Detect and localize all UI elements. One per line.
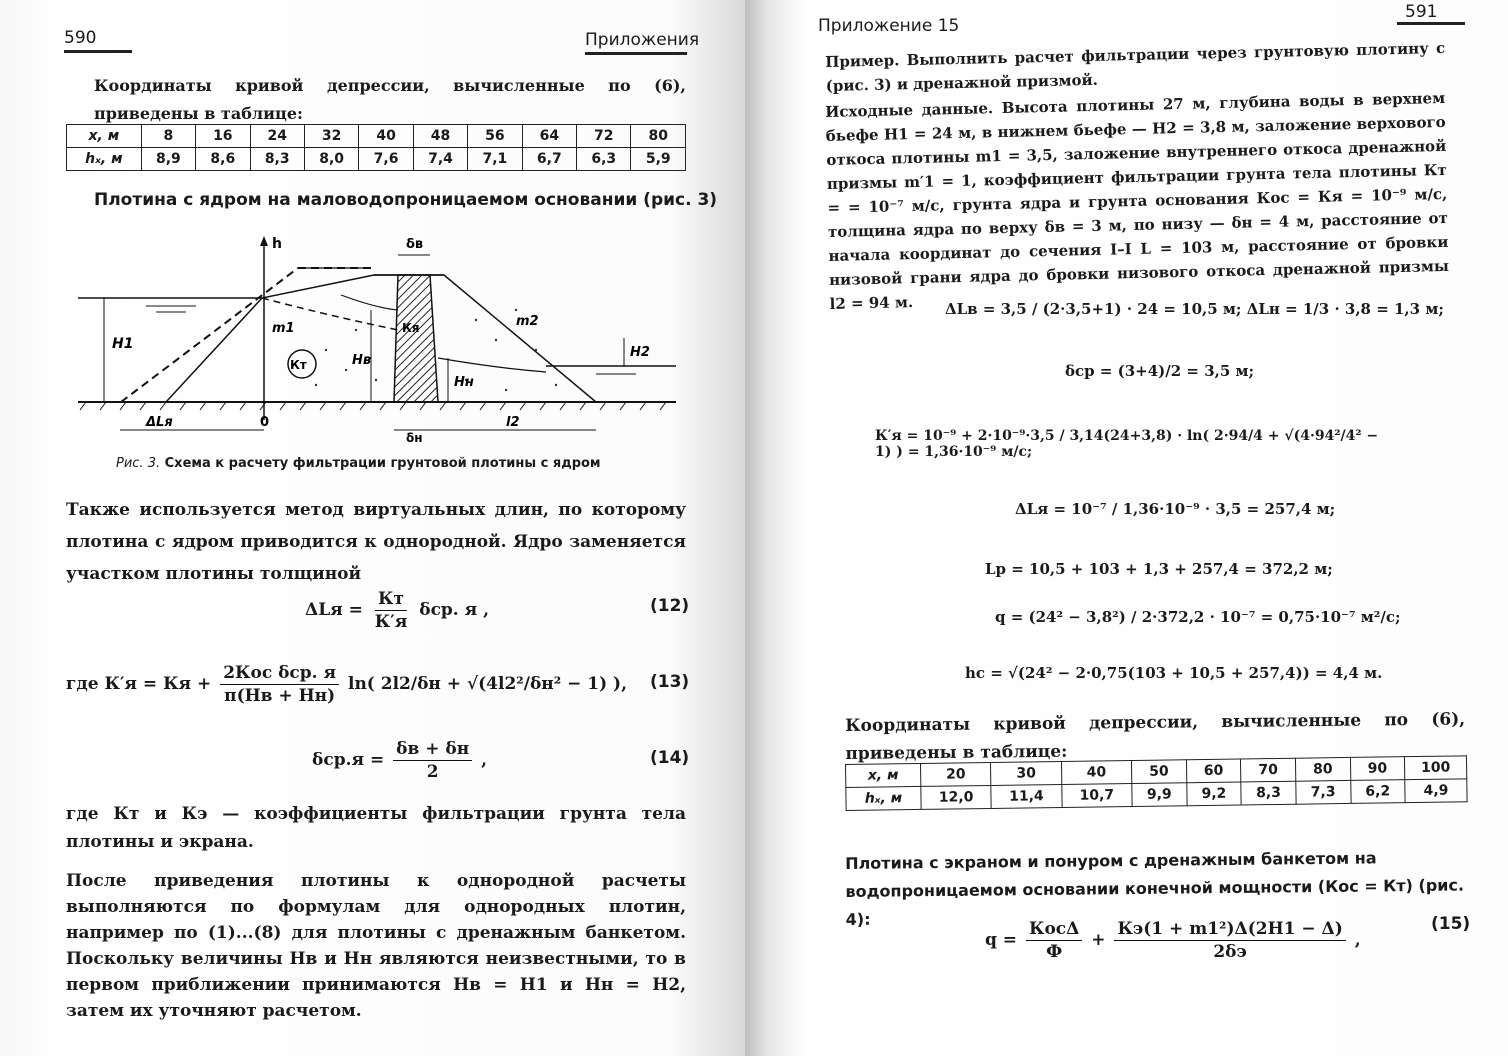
figure-caption-prefix: Рис. 3. xyxy=(116,456,161,471)
downstream-curve xyxy=(438,358,546,372)
label-H1: H1 xyxy=(112,336,134,352)
table-cell: 8 xyxy=(141,125,195,148)
table-cell: 24 xyxy=(250,125,304,148)
paragraph-after-reduction: После приведения плотины к однородной расчеты выполняются по формулам для однородных плотин, например по (1)...(8) для плотины с дренажным банкетом. Поскольку величины Hв и Hн являются неизвестными, то в первом приближении принимаются Hв = H1 и Hн = H2, затем их уточняют расчетом. xyxy=(66,871,686,1021)
table-cell: 70 xyxy=(1241,758,1296,782)
page-number: 591 xyxy=(1405,2,1438,22)
eq13-num: 2Кос δср. я xyxy=(220,662,339,685)
eq15-term1-den: Ф xyxy=(1046,942,1063,962)
table-cell: 20 xyxy=(920,762,991,786)
table-cell: 100 xyxy=(1405,756,1467,780)
table-cell: 64 xyxy=(522,125,576,148)
equation-15 xyxy=(985,918,1361,963)
table-cell: 5,9 xyxy=(631,148,686,171)
label-Kt: Кт xyxy=(290,358,307,372)
calc-Lr: Lр = 10,5 + 103 + 1,3 + 257,4 = 372,2 м; xyxy=(985,560,1333,578)
label-delta-n: δн xyxy=(406,431,423,445)
eq12-num: Кт xyxy=(375,588,407,611)
eq13-fraction xyxy=(220,662,339,707)
calc-K-ya: К′я = 10⁻⁹ + 2·10⁻⁹·3,5 / 3,14(24+3,8) · ln( 2·94/4 + √(4·94²/4² − 1) ) = 1,36·10⁻⁹ м/с; xyxy=(875,428,1379,460)
table-cell: 8,6 xyxy=(196,148,250,171)
table-cell: 10,7 xyxy=(1061,783,1132,807)
label-l2: l2 xyxy=(506,415,520,430)
page-number: 590 xyxy=(64,28,97,48)
running-head: Приложения xyxy=(585,30,700,50)
label-Hv: Hв xyxy=(352,353,372,368)
table-cell: 8,0 xyxy=(304,148,358,171)
section-title: Плотина с ядром на маловодопроницаемом основании (рис. 3) xyxy=(94,190,718,210)
table-cell: 7,6 xyxy=(359,148,413,171)
table-cell: 7,3 xyxy=(1296,780,1351,804)
table-row-h xyxy=(67,148,686,171)
table-cell: 4,9 xyxy=(1405,779,1467,803)
table-cell: 32 xyxy=(304,125,358,148)
table-row-x xyxy=(67,125,686,148)
left-page xyxy=(0,0,745,1056)
eq12-number: (12) xyxy=(650,596,690,616)
eq14-fraction xyxy=(393,738,472,783)
eq12-tail: δср. я , xyxy=(419,600,490,620)
table-cell: 6,3 xyxy=(577,148,631,171)
eq14-num: δв + δн xyxy=(393,738,472,761)
eq13-number: (13) xyxy=(650,672,690,692)
table-cell: 12,0 xyxy=(921,785,992,809)
page-number-rule xyxy=(1397,22,1465,25)
table-cell: 60 xyxy=(1186,759,1241,783)
calc-q: q = (24² − 3,8²) / 2·372,2 · 10⁻⁷ = 0,75·10⁻⁷ м²/с; xyxy=(995,608,1401,626)
label-dLya: ΔLя xyxy=(146,415,173,430)
label-h: h xyxy=(272,236,282,252)
table-cell: 7,4 xyxy=(413,148,467,171)
depression-table-2 xyxy=(845,755,1468,811)
figure-caption-text: Схема к расчету фильтрации грунтовой плотины с ядром xyxy=(164,456,601,471)
table-cell: 6,2 xyxy=(1350,780,1405,804)
core-hatched xyxy=(394,275,438,402)
table-cell: 8,3 xyxy=(1241,781,1296,805)
dam-body xyxy=(166,275,596,402)
example-paragraph: Пример. Выполнить расчет фильтрации через грунтовую плотину с (рис. 3) и дренажной призмой. xyxy=(825,38,1446,95)
eq15-term2 xyxy=(1114,918,1345,963)
table-cell: 80 xyxy=(631,125,686,148)
eq13-den: π(Hв + Hн) xyxy=(224,686,336,706)
label-m2: m2 xyxy=(516,314,539,329)
running-head-rule xyxy=(585,52,687,55)
table-intro-2: Координаты кривой депрессии, вычисленные по (6), приведены в таблице: xyxy=(845,709,1466,764)
table-cell: 16 xyxy=(196,125,250,148)
section-title-2: Плотина с экраном и понуром с дренажным банкетом на водопроницаемом основании конечной мощности (Кос = Кт) (рис. 4): xyxy=(845,848,1465,929)
dam-core-diagram xyxy=(76,230,686,445)
eq15-term1 xyxy=(1026,918,1082,963)
eq13-prefix: где К′я = Кя + xyxy=(66,674,212,694)
eq14-den: 2 xyxy=(426,762,439,782)
eq12-fraction xyxy=(372,588,411,633)
eq15-tail: , xyxy=(1354,930,1361,950)
eq14-number: (14) xyxy=(650,748,690,768)
table-intro: Координаты кривой депрессии, вычисленные по (6), приведены в таблице: xyxy=(94,76,686,123)
table-cell: 7,1 xyxy=(468,148,522,171)
table-cell: 9,9 xyxy=(1132,783,1187,807)
h-axis-arrow xyxy=(260,236,268,246)
table-cell: 72 xyxy=(577,125,631,148)
eq15-number: (15) xyxy=(1431,914,1471,934)
table-cell: 30 xyxy=(991,761,1062,785)
label-H2: H2 xyxy=(630,345,650,360)
table-cell: 56 xyxy=(468,125,522,148)
eq15-plus: + xyxy=(1091,930,1106,950)
table-header-x: x, м xyxy=(846,763,921,787)
eq13-tail: ln( 2l2/δн + √(4l2²/δн² − 1) ), xyxy=(347,674,627,694)
equation-12 xyxy=(305,588,489,633)
table-cell: 40 xyxy=(1061,760,1132,784)
depression-curve xyxy=(341,295,398,310)
depression-table-1 xyxy=(66,124,686,171)
calc-dLya: ΔLя = 10⁻⁷ / 1,36·10⁻⁹ · 3,5 = 257,4 м; xyxy=(1015,500,1336,518)
eq12-lhs: ΔLя = xyxy=(305,600,363,620)
ground-hatching xyxy=(80,402,666,410)
paragraph-coefficients: где Кт и Кэ — коэффициенты фильтрации грунта тела плотины и экрана. xyxy=(66,804,686,852)
label-m1: m1 xyxy=(272,321,295,336)
label-delta-v: δв xyxy=(406,237,424,252)
given-data-paragraph: Исходные данные. Высота плотины 27 м, глубина воды в верхнем бьефе H1 = 24 м, в нижнем бьефе — H2 = 3,8 м, заложение верхового откоса плотины m1 = 3,5, заложение внутреннего откоса дренажной призмы m′1 = 1, коэффициент фильтрации грунта тела плотины Кт = = 10⁻⁷ м/с, грунта ядра и грунта основания Кос = Кя = 10⁻⁹ м/с, толщина ядра по верху δв = 3 м, по низу — δн = 4 м, расстояние от начала координат до сечения I–I L = 103 м, расстояние от бровки низовой грани ядра до бровки низового откоса дренажной призмы l2 = 94 м. xyxy=(825,88,1450,313)
page-number-rule xyxy=(64,50,132,53)
eq15-term2-den: 2δэ xyxy=(1213,942,1247,962)
table-cell: 9,2 xyxy=(1186,782,1241,806)
calc-hc: hс = √(24² − 2·0,75(103 + 10,5 + 257,4)) = 4,4 м. xyxy=(965,664,1383,682)
eq15-lhs: q = xyxy=(985,930,1018,950)
eq14-tail: , xyxy=(481,750,487,770)
eq14-lhs: δср.я = xyxy=(312,750,385,770)
calc-dLv: ΔLв = 3,5 / (2·3,5+1) · 24 = 10,5 м; ΔLн = 1/3 · 3,8 = 1,3 м; xyxy=(945,300,1444,318)
table-cell: 50 xyxy=(1132,760,1187,784)
table-header-h: hₓ, м xyxy=(846,786,921,810)
paragraph-virtual-lengths: Также используется метод виртуальных длин, по которому плотина с ядром приводится к однородной. Ядро заменяется участком плотины толщиной xyxy=(66,500,686,584)
table-cell: 80 xyxy=(1295,757,1350,781)
table-header-x: x, м xyxy=(67,125,142,148)
right-page xyxy=(745,0,1508,1056)
table-cell: 48 xyxy=(413,125,467,148)
label-zero: 0 xyxy=(260,415,270,430)
table-cell: 11,4 xyxy=(991,784,1062,808)
table-cell: 6,7 xyxy=(522,148,576,171)
label-Hn: Hн xyxy=(454,375,474,390)
table-cell: 40 xyxy=(359,125,413,148)
table-cell: 8,9 xyxy=(141,148,195,171)
figure-caption xyxy=(116,456,601,471)
running-head: Приложение 15 xyxy=(818,16,960,36)
table-cell: 8,3 xyxy=(250,148,304,171)
table-header-h: hₓ, м xyxy=(67,148,142,171)
eq15-term2-num: Кэ(1 + m1²)Δ(2H1 − Δ) xyxy=(1114,918,1345,941)
eq15-term1-num: КосΔ xyxy=(1026,918,1082,941)
table-cell: 90 xyxy=(1350,757,1405,781)
calc-delta-sr: δср = (3+4)/2 = 3,5 м; xyxy=(1065,362,1255,380)
eq12-den: К′я xyxy=(374,612,408,632)
equation-13 xyxy=(66,662,627,707)
equation-14 xyxy=(312,738,487,783)
label-Kya: Кя xyxy=(402,321,420,335)
